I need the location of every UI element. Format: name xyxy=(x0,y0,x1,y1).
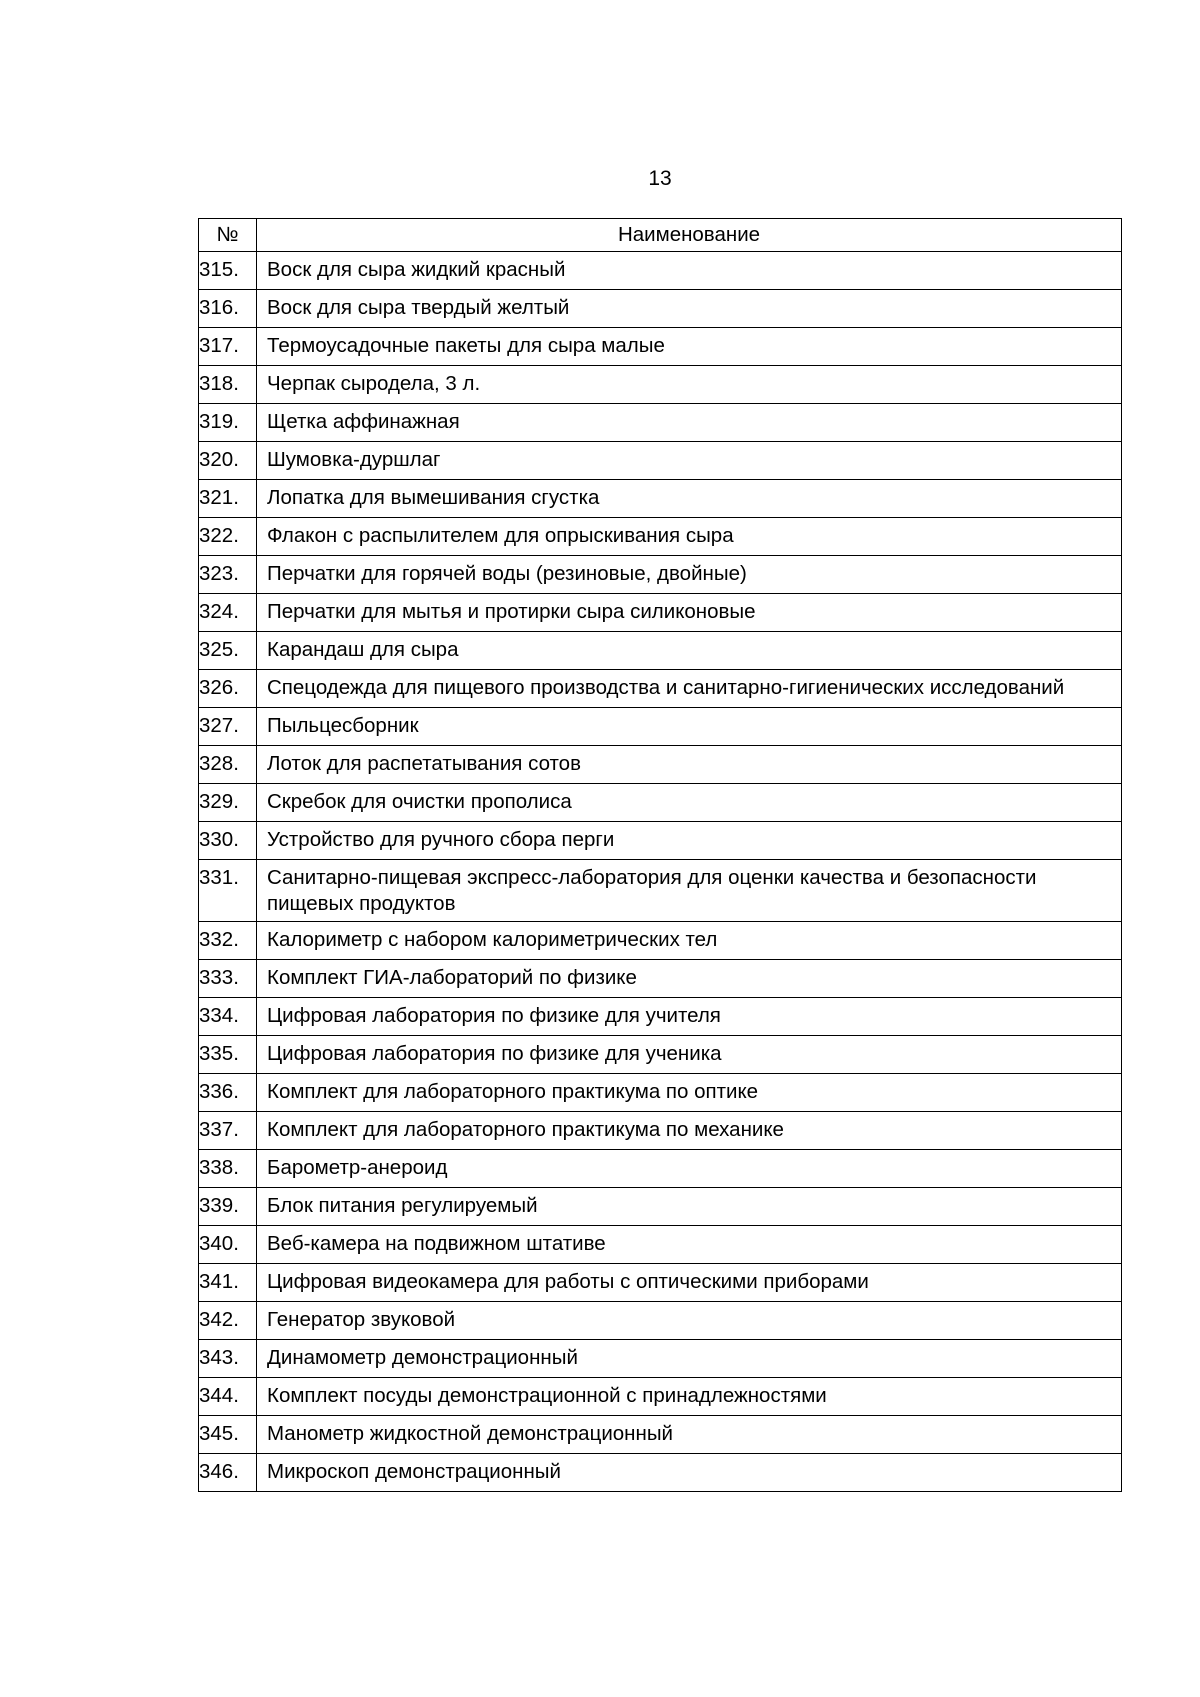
row-name: Комплект посуды демонстрационной с принадлежностями xyxy=(257,1378,1122,1416)
row-name: Динамометр демонстрационный xyxy=(257,1340,1122,1378)
row-number: 329. xyxy=(199,784,257,822)
table-row xyxy=(199,594,1122,632)
row-number: 339. xyxy=(199,1188,257,1226)
table-row xyxy=(199,960,1122,998)
table-row xyxy=(199,1454,1122,1492)
row-name: Цифровая видеокамера для работы с оптическими приборами xyxy=(257,1264,1122,1302)
row-number: 344. xyxy=(199,1378,257,1416)
row-name: Шумовка-дуршлаг xyxy=(257,442,1122,480)
row-number: 330. xyxy=(199,822,257,860)
table-row xyxy=(199,632,1122,670)
row-name: Комплект для лабораторного практикума по оптике xyxy=(257,1074,1122,1112)
table-row xyxy=(199,922,1122,960)
row-name: Комплект для лабораторного практикума по механике xyxy=(257,1112,1122,1150)
row-name: Калориметр с набором калориметрических тел xyxy=(257,922,1122,960)
row-number: 317. xyxy=(199,328,257,366)
row-number: 343. xyxy=(199,1340,257,1378)
table-row xyxy=(199,1112,1122,1150)
table-row xyxy=(199,518,1122,556)
table-row xyxy=(199,670,1122,708)
table-row xyxy=(199,556,1122,594)
table-row xyxy=(199,1340,1122,1378)
table-row xyxy=(199,1188,1122,1226)
row-name: Воск для сыра твердый желтый xyxy=(257,290,1122,328)
row-name: Блок питания регулируемый xyxy=(257,1188,1122,1226)
column-header-name: Наименование xyxy=(257,219,1122,252)
table-row xyxy=(199,998,1122,1036)
row-number: 332. xyxy=(199,922,257,960)
row-number: 341. xyxy=(199,1264,257,1302)
row-number: 336. xyxy=(199,1074,257,1112)
row-name: Манометр жидкостной демонстрационный xyxy=(257,1416,1122,1454)
row-number: 324. xyxy=(199,594,257,632)
table-header-row xyxy=(199,219,1122,252)
table-row xyxy=(199,1074,1122,1112)
row-name: Веб-камера на подвижном штативе xyxy=(257,1226,1122,1264)
column-header-number: № xyxy=(199,219,257,252)
table-row xyxy=(199,366,1122,404)
table-row xyxy=(199,252,1122,290)
row-number: 345. xyxy=(199,1416,257,1454)
row-name: Барометр-анероид xyxy=(257,1150,1122,1188)
row-number: 315. xyxy=(199,252,257,290)
table-row xyxy=(199,404,1122,442)
table-row xyxy=(199,1264,1122,1302)
row-name: Карандаш для сыра xyxy=(257,632,1122,670)
table-row xyxy=(199,442,1122,480)
row-name: Перчатки для мытья и протирки сыра силиконовые xyxy=(257,594,1122,632)
row-name: Термоусадочные пакеты для сыра малые xyxy=(257,328,1122,366)
table-row xyxy=(199,708,1122,746)
row-number: 338. xyxy=(199,1150,257,1188)
row-name: Устройство для ручного сбора перги xyxy=(257,822,1122,860)
row-name: Воск для сыра жидкий красный xyxy=(257,252,1122,290)
table-row xyxy=(199,1378,1122,1416)
row-number: 327. xyxy=(199,708,257,746)
row-number: 335. xyxy=(199,1036,257,1074)
table-row xyxy=(199,822,1122,860)
row-number: 323. xyxy=(199,556,257,594)
row-number: 326. xyxy=(199,670,257,708)
row-name: Лоток для распетатывания сотов xyxy=(257,746,1122,784)
table-row xyxy=(199,1302,1122,1340)
row-number: 318. xyxy=(199,366,257,404)
row-name: Цифровая лаборатория по физике для ученика xyxy=(257,1036,1122,1074)
table-row xyxy=(199,860,1122,922)
row-name: Спецодежда для пищевого производства и санитарно-гигиенических исследований xyxy=(257,670,1122,708)
row-number: 320. xyxy=(199,442,257,480)
table-row xyxy=(199,328,1122,366)
row-number: 325. xyxy=(199,632,257,670)
row-name: Черпак сыродела, 3 л. xyxy=(257,366,1122,404)
row-number: 337. xyxy=(199,1112,257,1150)
table-row xyxy=(199,1150,1122,1188)
row-name: Скребок для очистки прополиса xyxy=(257,784,1122,822)
row-name: Флакон с распылителем для опрыскивания сыра xyxy=(257,518,1122,556)
row-number: 328. xyxy=(199,746,257,784)
row-number: 319. xyxy=(199,404,257,442)
row-number: 322. xyxy=(199,518,257,556)
row-name: Щетка аффинажная xyxy=(257,404,1122,442)
row-number: 342. xyxy=(199,1302,257,1340)
page-number: 13 xyxy=(648,167,672,190)
table-row xyxy=(199,1416,1122,1454)
table-row xyxy=(199,746,1122,784)
row-name: Микроскоп демонстрационный xyxy=(257,1454,1122,1492)
row-name: Пыльцесборник xyxy=(257,708,1122,746)
row-name: Лопатка для вымешивания сгустка xyxy=(257,480,1122,518)
table-row xyxy=(199,784,1122,822)
row-number: 331. xyxy=(199,860,257,922)
table-row xyxy=(199,480,1122,518)
row-number: 346. xyxy=(199,1454,257,1492)
row-number: 333. xyxy=(199,960,257,998)
table-row xyxy=(199,1036,1122,1074)
table-body xyxy=(199,252,1122,1492)
row-name: Перчатки для горячей воды (резиновые, двойные) xyxy=(257,556,1122,594)
row-name: Генератор звуковой xyxy=(257,1302,1122,1340)
equipment-table xyxy=(198,218,1122,1492)
row-number: 334. xyxy=(199,998,257,1036)
row-number: 321. xyxy=(199,480,257,518)
table-row xyxy=(199,1226,1122,1264)
table-row xyxy=(199,290,1122,328)
row-name: Цифровая лаборатория по физике для учителя xyxy=(257,998,1122,1036)
row-name: Комплект ГИА-лабораторий по физике xyxy=(257,960,1122,998)
row-number: 340. xyxy=(199,1226,257,1264)
row-number: 316. xyxy=(199,290,257,328)
row-name: Санитарно-пищевая экспресс-лаборатория для оценки качества и безопасности пищевых продуктов xyxy=(257,860,1122,922)
